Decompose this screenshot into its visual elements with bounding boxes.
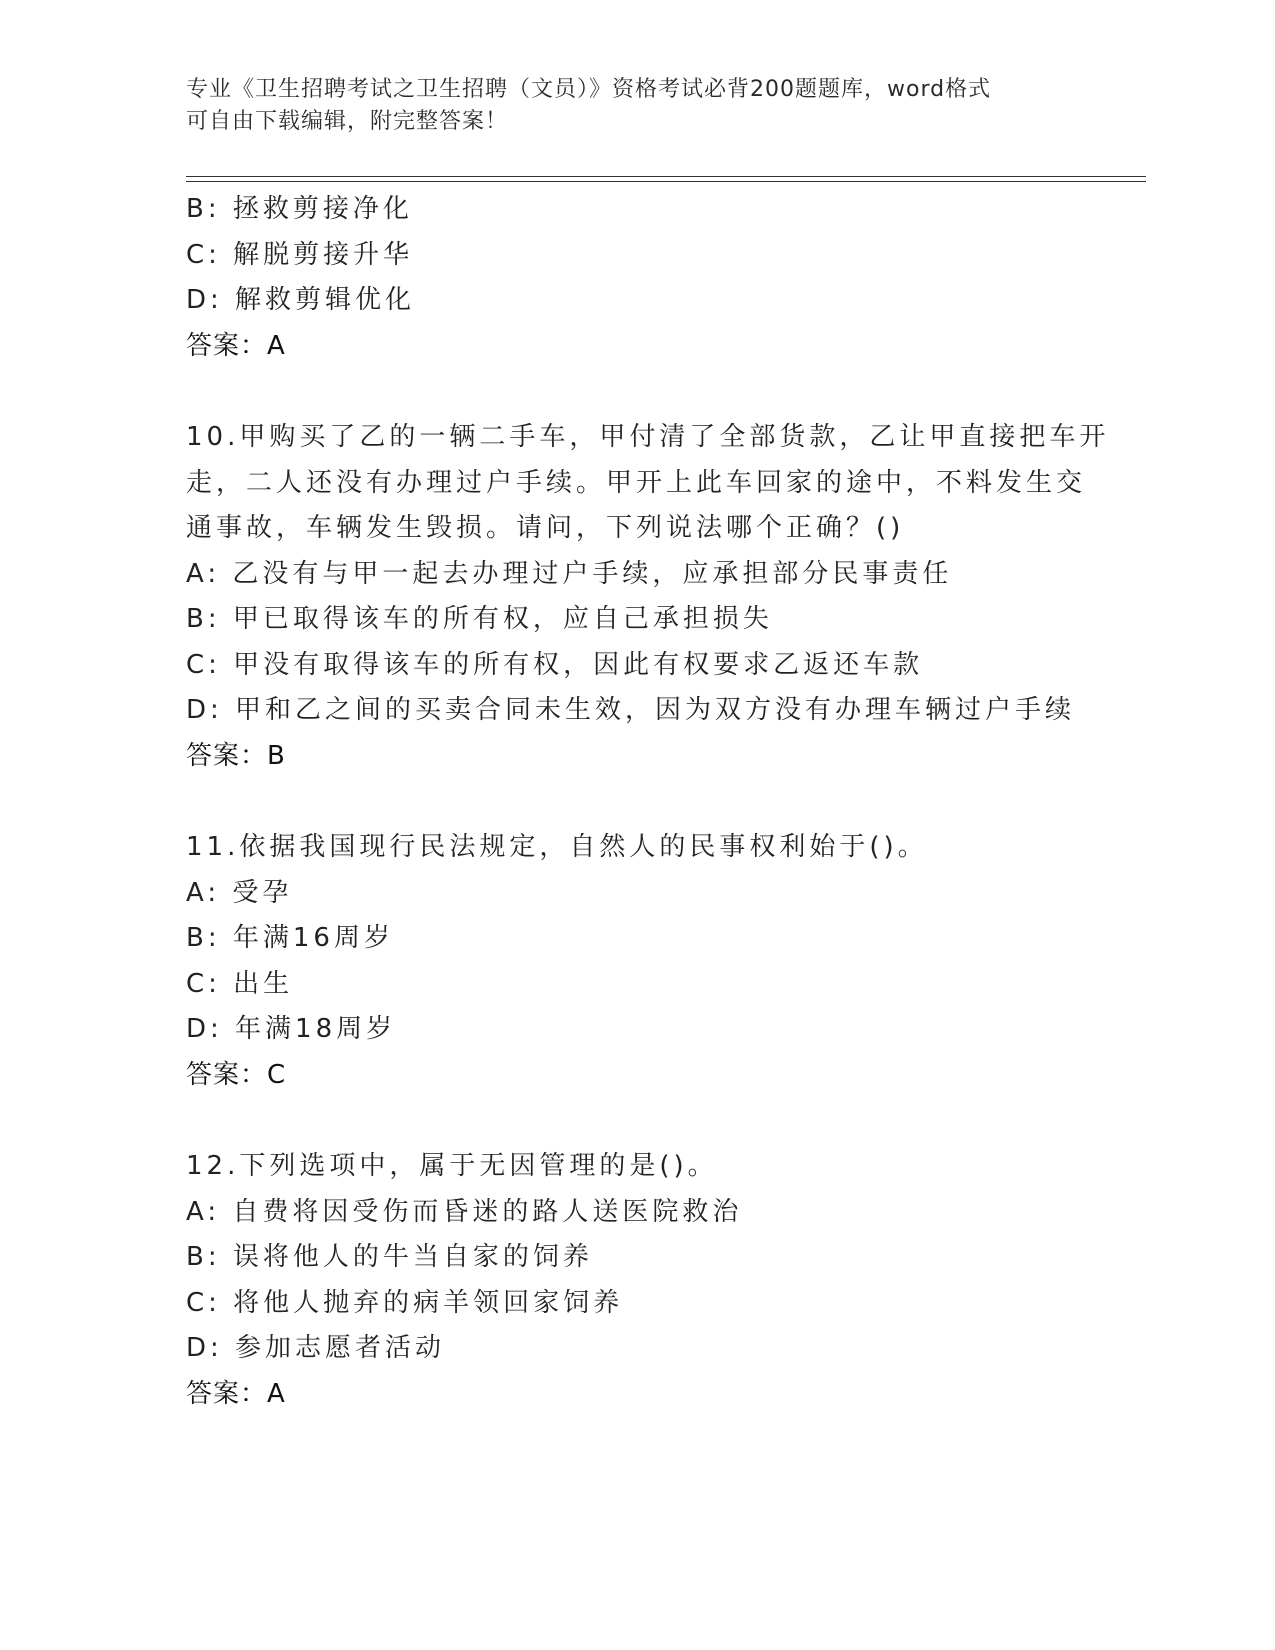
- question-12: [186, 1144, 1086, 1417]
- spacer: [186, 369, 1086, 415]
- option-d: D: 解救剪辑优化: [186, 285, 416, 315]
- option-b: B: 甲已取得该车的所有权，应自己承担损失: [186, 604, 773, 634]
- answer-line: 答案：A: [186, 330, 286, 361]
- question-list: [186, 187, 1110, 1417]
- option-c: C: 将他人抛弃的病羊领回家饲养: [186, 1287, 624, 1318]
- header-title-line-1: 专业《卫生招聘考试之卫生招聘（文员）》资格考试必背200题题库，word格式: [186, 77, 992, 102]
- option-b: B: 年满16周岁: [186, 923, 394, 953]
- question-stem-line: 通事故，车辆发生毁损。请问，下列说法哪个正确？(): [186, 513, 905, 543]
- question-stem-line: 10.甲购买了乙的一辆二手车，甲付清了全部货款，乙让甲直接把车开: [186, 422, 1110, 452]
- option-d: D: 甲和乙之间的买卖合同未生效，因为双方没有办理车辆过户手续: [186, 695, 1076, 725]
- question-stem-line: 12.下列选项中，属于无因管理的是()。: [186, 1151, 718, 1181]
- question-10: [186, 415, 1110, 779]
- question-11: [186, 825, 1086, 1098]
- option-c: C: 出生: [186, 968, 294, 999]
- header-divider-top: [186, 176, 1146, 177]
- spacer: [186, 779, 1086, 825]
- answer-line: 答案：C: [186, 1059, 287, 1090]
- option-d: D: 参加志愿者活动: [186, 1333, 446, 1363]
- option-c: C: 甲没有取得该车的所有权，因此有权要求乙返还车款: [186, 649, 924, 680]
- document-header: [186, 74, 1066, 138]
- option-a: A: 自费将因受伤而昏迷的路人送医院救治: [186, 1196, 743, 1227]
- answer-line: 答案：B: [186, 740, 286, 771]
- answer-line: 答案：A: [186, 1378, 286, 1409]
- option-a: A: 受孕: [186, 877, 293, 908]
- option-b: B: 误将他人的牛当自家的饲养: [186, 1242, 593, 1272]
- header-divider-bottom: [186, 181, 1146, 182]
- option-a: A: 乙没有与甲一起去办理过户手续，应承担部分民事责任: [186, 558, 953, 589]
- spacer: [186, 1098, 1086, 1144]
- question-stem-line: 走，二人还没有办理过户手续。甲开上此车回家的途中，不料发生交: [186, 467, 1087, 498]
- header-title-line-2: 可自由下载编辑，附完整答案！: [186, 109, 509, 134]
- option-d: D: 年满18周岁: [186, 1014, 397, 1044]
- option-b: B: 拯救剪接净化: [186, 194, 413, 224]
- question-stem-line: 11.依据我国现行民法规定，自然人的民事权利始于()。: [186, 832, 928, 862]
- question-9-tail: [186, 187, 1086, 369]
- option-c: C: 解脱剪接升华: [186, 239, 414, 270]
